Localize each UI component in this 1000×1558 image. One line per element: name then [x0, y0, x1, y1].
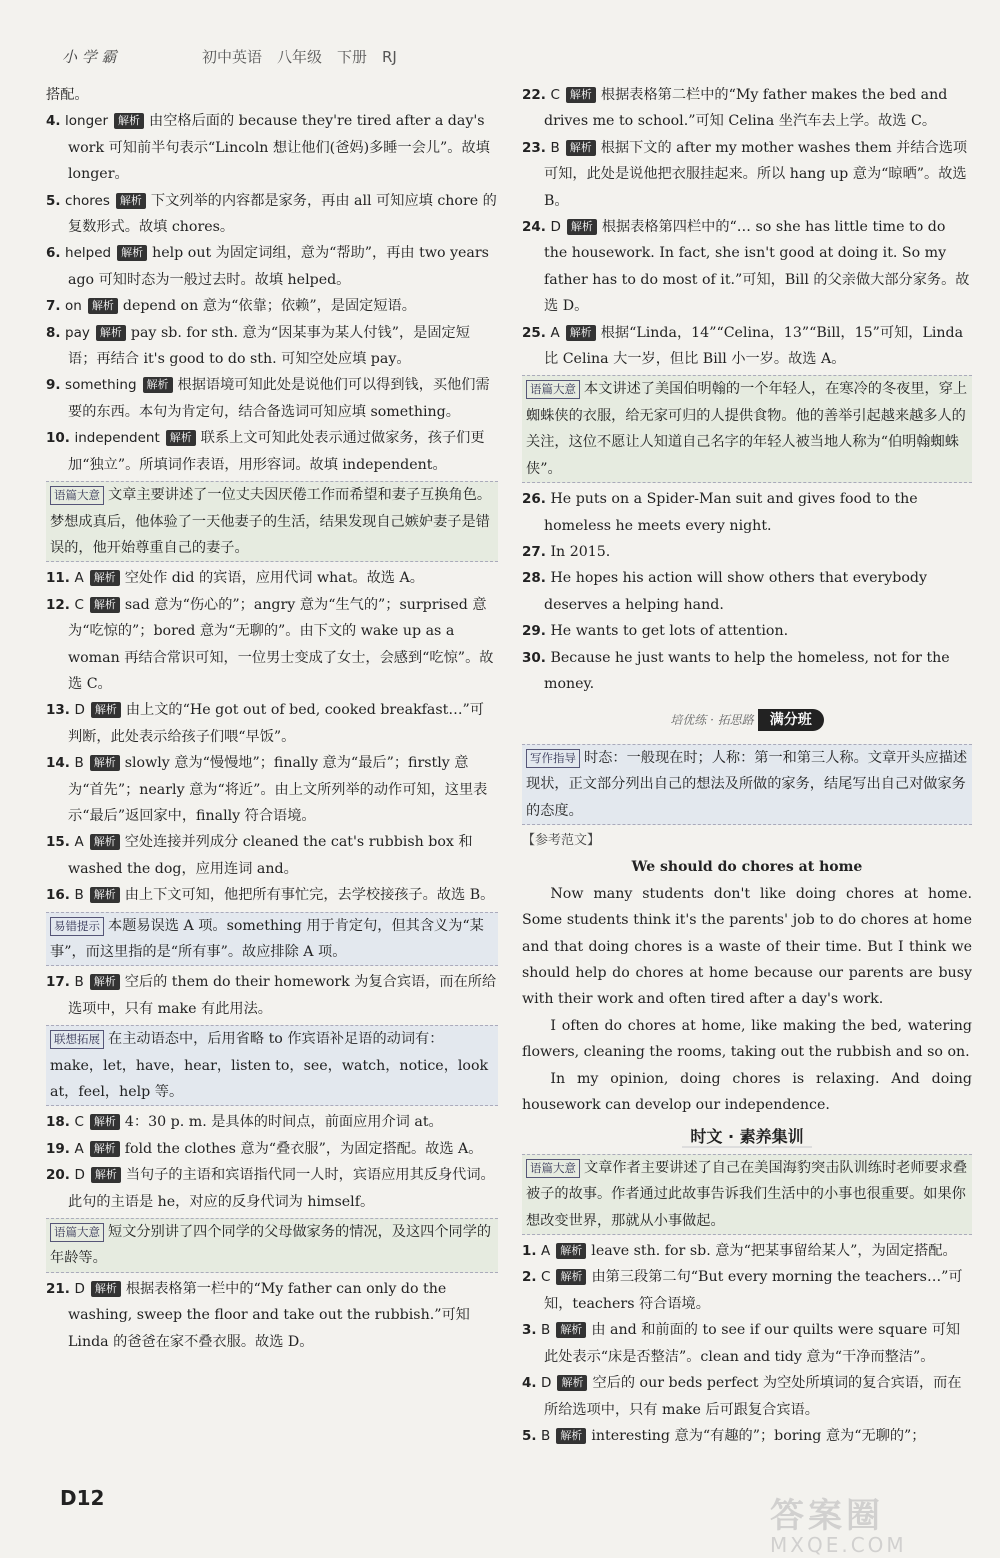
continued-text: 搭配。	[46, 87, 89, 103]
answer-item: 16. B 解析 由上下文可知，他把所有事忙完，去学校接孩子。故选 B。	[46, 887, 495, 904]
brand-logo: 小 学 霸	[62, 48, 117, 66]
analysis-tag: 解析	[566, 87, 596, 103]
banner-subtitle: 培优练 · 拓思路	[670, 713, 754, 728]
analysis-tag: 解析	[88, 298, 118, 314]
answer-item: 30. Because he just wants to help the homeless, not for the money.	[522, 649, 950, 692]
essay-title: We should do chores at home	[631, 859, 863, 876]
analysis-tag: 解析	[96, 325, 126, 341]
analysis-tag: 解析	[567, 219, 597, 235]
passage-summary-box: 语篇大意 文章作者主要讲述了自己在美国海豹突击队训练时老师要求叠被子的故事。作者通过此故事告诉我们生活中的小事也很重要。如果你想改变世界，那就从小事做起。	[522, 1154, 972, 1235]
error-tip-tag: 易错提示	[50, 917, 104, 936]
analysis-tag: 解析	[90, 834, 120, 850]
reference-essay-tag: 【参考范文】	[522, 832, 601, 848]
answer-item: 11. A 解析 空处作 did 的宾语，应用代词 what。故选 A。	[46, 570, 424, 587]
answer-item: 24. D 解析 根据表格第四栏中的“… so she has little time to do the housework. In fact, she isn't good at doing it. So my father has to do most of it.”可知，Bill 的父亲做大部分家务。故选 D。	[522, 219, 970, 315]
extension-tag: 联想拓展	[50, 1030, 104, 1049]
writing-guide-tag: 写作指导	[526, 749, 580, 768]
answer-item: 25. A 解析 根据“Linda，14”“Celina，13”“Bill，15”可知，Linda 比 Celina 大一岁，但比 Bill 小一岁。故选 A。	[522, 324, 964, 368]
analysis-tag: 解析	[90, 597, 120, 613]
analysis-tag: 解析	[566, 325, 596, 341]
answer-item: 1. A 解析 leave sth. for sb. 意为“把某事留给某人”，为固定搭配。	[522, 1243, 957, 1260]
right-column	[522, 82, 972, 1449]
answer-item: 2. C 解析 由第三段第二句“But every morning the teachers…”可知，teachers 符合语境。	[522, 1269, 963, 1312]
answer-item: 15. A 解析 空处连接并列成分 cleaned the cat's rubbish box 和 washed the dog，应用连词 and。	[46, 834, 473, 877]
answer-item: 29. He wants to get lots of attention.	[522, 623, 789, 640]
answer-item: 19. A 解析 fold the clothes 意为“叠衣服”，为固定搭配。故选 A。	[46, 1140, 483, 1157]
extension-box: 联想拓展 在主动语态中，后用省略 to 作宾语补足语的动词有：make，let，have，hear，listen to，see，watch，notice，look at，feel，help 等。	[46, 1025, 498, 1106]
analysis-tag: 解析	[90, 755, 120, 771]
section-heading: 时文 · 素养集训	[522, 1124, 972, 1150]
answer-item: 17. B 解析 空后的 them do their homework 为复合宾语，而在所给选项中，只有 make 有此用法。	[46, 974, 497, 1017]
answer-item: 10. independent 解析 联系上文可知此处表示通过做家务，孩子们更加“独立”。所填词作表语，用形容词。故填 independent。	[46, 430, 485, 473]
essay-paragraph: I often do chores at home, like making the bed, watering flowers, cleaning the rooms, taking out the rubbish and so on.	[522, 1017, 972, 1061]
analysis-tag: 解析	[556, 1322, 586, 1338]
analysis-tag: 解析	[557, 1375, 587, 1391]
page-header	[20, 40, 500, 70]
analysis-tag: 解析	[166, 430, 196, 446]
answer-item: 27. In 2015.	[522, 543, 611, 560]
passage-summary-box: 语篇大意 短文分别讲了四个同学的父母做家务的情况，及这四个同学的年龄等。	[46, 1218, 498, 1273]
analysis-tag: 解析	[566, 140, 596, 156]
analysis-tag: 解析	[556, 1428, 586, 1444]
answer-item: 5. chores 解析 下文列举的内容都是家务，再由 all 可知应填 chore 的复数形式。故填 chores。	[46, 192, 497, 236]
summary-tag: 语篇大意	[50, 486, 104, 505]
book-info: 初中英语 八年级 下册 RJ	[202, 48, 397, 66]
summary-tag: 语篇大意	[526, 1159, 580, 1178]
answer-item: 3. B 解析 由 and 和前面的 to see if our quilts were square 可知此处表示“床是否整洁”。clean and tidy 意为“干净而整洁”。	[522, 1322, 961, 1365]
answer-item: 18. C 解析 4：30 p. m. 是具体的时间点，前面应用介词 at。	[46, 1114, 443, 1131]
analysis-tag: 解析	[556, 1269, 586, 1285]
essay-paragraph: Now many students don't like doing chores at home. Some students think it's the parents' job to do chores at home and that doing chores is a waste of their time. But I think we should help do chores at home because our parents are busy with their work and often tired after a day's work.	[522, 885, 972, 1008]
passage-summary-box: 语篇大意 本文讲述了美国伯明翰的一个年轻人，在寒冷的冬夜里，穿上蜘蛛侠的衣服，给无家可归的人提供食物。他的善举引起越来越多人的关注，这位不愿让人知道自己名字的年轻人被当地人称为“伯明翰蜘蛛侠”。	[522, 375, 972, 483]
essay-paragraph: In my opinion, doing chores is relaxing. And doing housework can develop our independence.	[522, 1070, 972, 1114]
analysis-tag: 解析	[90, 570, 120, 586]
answer-item: 8. pay 解析 pay sb. for sth. 意为“因某事为某人付钱”，是固定短语；再结合 it's good to do sth. 可知空处应填 pay。	[46, 324, 470, 368]
banner-title: 满分班	[758, 709, 824, 731]
summary-tag: 语篇大意	[50, 1223, 104, 1242]
page-number: D12	[60, 1486, 105, 1510]
answer-item: 14. B 解析 slowly 意为“慢慢地”；finally 意为“最后”；firstly 意为“首先”；nearly 意为“将近”。由上文所列举的动作可知，这里表示“最后”返回家中，finally 符合语境。	[46, 755, 488, 824]
answer-item: 4. D 解析 空后的 our beds perfect 为空处所填词的复合宾语，而在所给选项中，只有 make 后可跟复合宾语。	[522, 1375, 962, 1418]
answer-item: 7. on 解析 depend on 意为“依靠；依赖”，是固定短语。	[46, 298, 416, 315]
answer-item: 23. B 解析 根据下文的 after my mother washes them 并结合选项可知，此处是说他把衣服挂起来。所以 hang up 意为“晾晒”。故选 B。	[522, 139, 968, 209]
answer-item: 5. B 解析 interesting 意为“有趣的”；boring 意为“无聊的”；	[522, 1427, 926, 1444]
answer-item: 28. He hopes his action will show others that everybody deserves a helping hand.	[522, 570, 928, 613]
answer-item: 12. C 解析 sad 意为“伤心的”；angry 意为“生气的”；surprised 意为“吃惊的”；bored 意为“无聊的”。由下文的 wake up as a woman 再结合常识可知，一位男士变成了女士，会感到“吃惊”。故选 C。	[46, 596, 494, 692]
watermark-logo: 答案圈 MXQE.COM	[770, 1496, 907, 1557]
analysis-tag: 解析	[116, 193, 146, 209]
answer-item: 13. D 解析 由上文的“He got out of bed, cooked breakfast…”可判断，此处表示给孩子们喂“早饭”。	[46, 702, 484, 745]
analysis-tag: 解析	[90, 1141, 120, 1157]
answer-item: 26. He puts on a Spider-Man suit and gives food to the homeless he meets every night.	[522, 491, 918, 534]
answer-item: 9. something 解析 根据语境可知此处是说他们可以得到钱，买他们需要的东西。本句为肯定句，结合备选词可知应填 something。	[46, 377, 490, 420]
answer-item: 21. D 解析 根据表格第一栏中的“My father can only do the washing, sweep the floor and take out the rubbish.”可知 Linda 的爸爸在家不叠衣服。故选 D。	[46, 1280, 470, 1350]
error-tip-box: 易错提示 本题易误选 A 项。something 用于肯定句，但其含义为“某事”，而这里指的是“所有事”。故应排除 A 项。	[46, 912, 498, 967]
analysis-tag: 解析	[90, 887, 120, 903]
analysis-tag: 解析	[90, 974, 120, 990]
summary-tag: 语篇大意	[526, 380, 580, 399]
section-banner	[522, 707, 972, 733]
writing-guide-box: 写作指导 时态：一般现在时；人称：第一和第三人称。文章开头应描述现状，正文部分列出自己的想法及所做的家务，结尾写出自己对做家务的态度。	[522, 744, 972, 825]
left-column	[46, 82, 498, 1355]
analysis-tag: 解析	[91, 702, 121, 718]
analysis-tag: 解析	[91, 1167, 121, 1183]
answer-item: 6. helped 解析 help out 为固定词组，意为“帮助”，再由 two years ago 可知时态为一般过去时。故填 helped。	[46, 245, 489, 288]
answer-item: 22. C 解析 根据表格第二栏中的“My father makes the bed and drives me to school.”可知 Celina 坐汽车去上学。故选 C。	[522, 87, 948, 130]
analysis-tag: 解析	[556, 1243, 586, 1259]
answer-item: 4. longer 解析 由空格后面的 because they're tired after a day's work 可知前半句表示“Lincoln 想让他们(爸妈)多睡一会儿”。故填 longer。	[46, 113, 490, 183]
analysis-tag: 解析	[90, 1114, 120, 1130]
answer-item: 20. D 解析 当句子的主语和宾语指代同一人时，宾语应用其反身代词。此句的主语是 he，对应的反身代词为 himself。	[46, 1167, 495, 1210]
analysis-tag: 解析	[143, 377, 173, 393]
analysis-tag: 解析	[114, 113, 144, 129]
analysis-tag: 解析	[117, 245, 147, 261]
analysis-tag: 解析	[91, 1281, 121, 1297]
passage-summary-box: 语篇大意 文章主要讲述了一位丈夫因厌倦工作而希望和妻子互换角色。梦想成真后，他体验了一天他妻子的生活，结果发现自己嫉妒妻子是错误的，他开始尊重自己的妻子。	[46, 481, 498, 562]
